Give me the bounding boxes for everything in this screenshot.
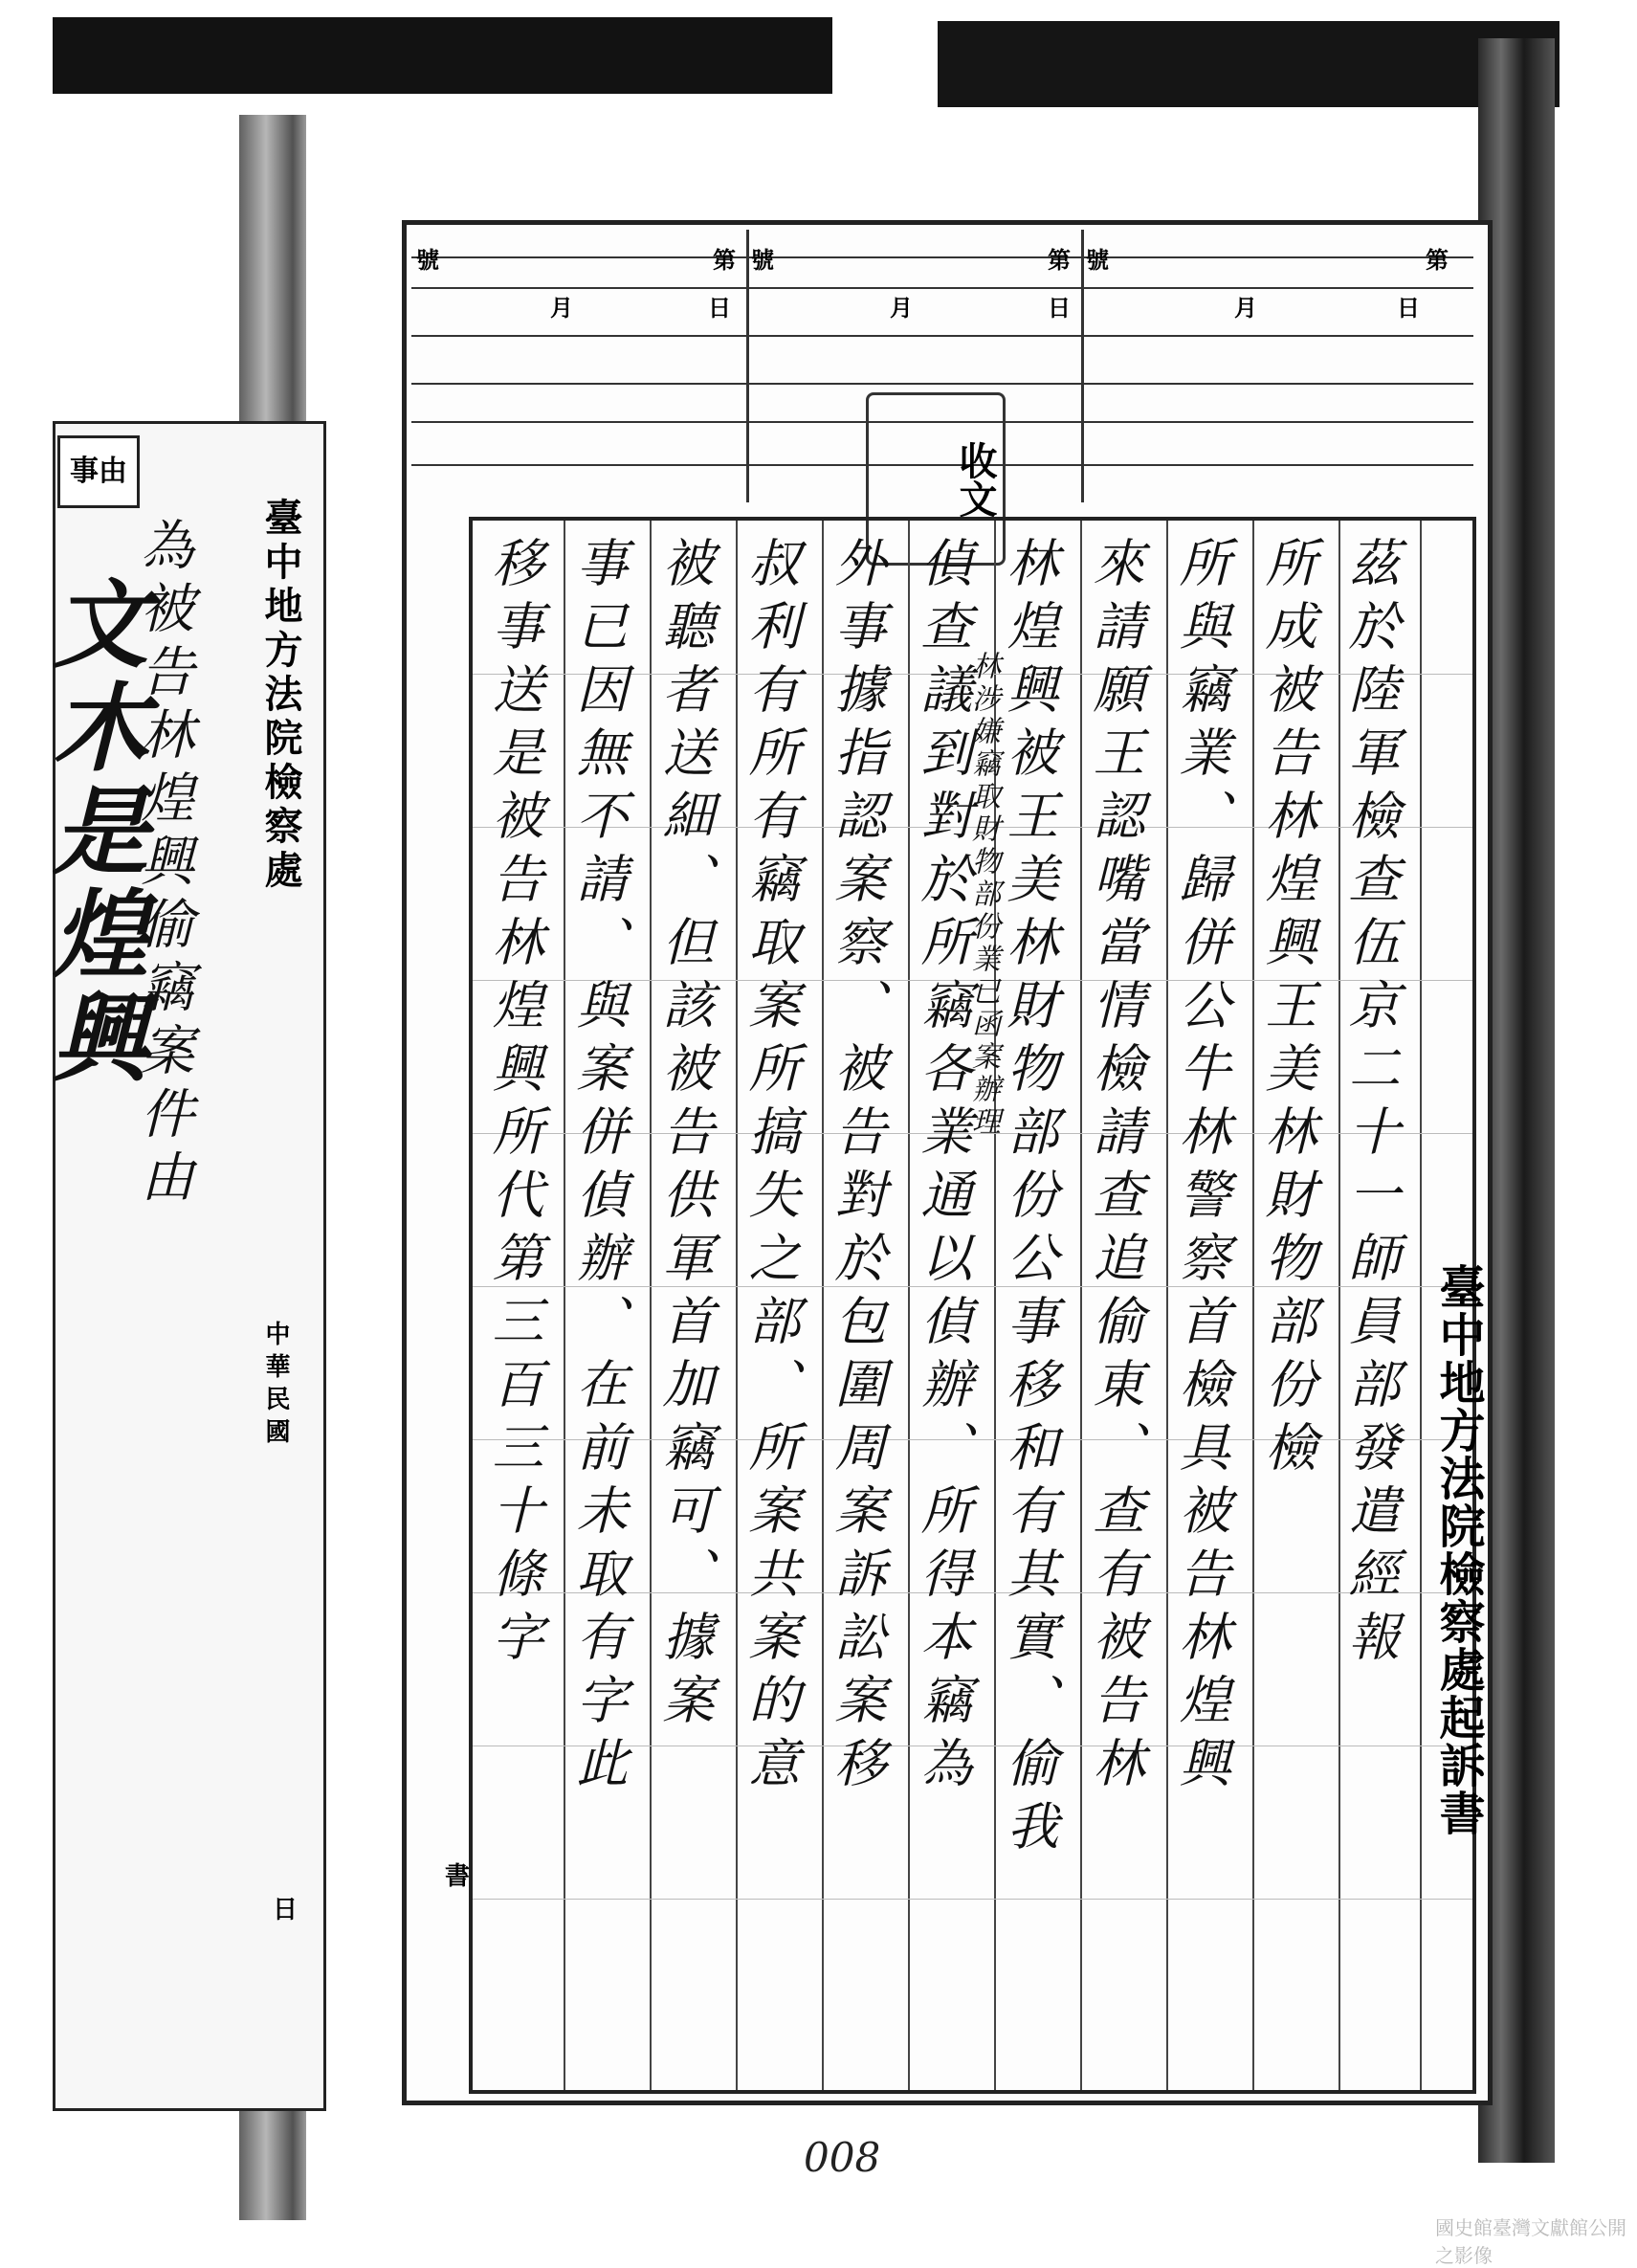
- header-label-2: 第: [713, 246, 736, 274]
- slip-organization: 臺中地方法院檢察處: [258, 498, 303, 894]
- body-line-10: 事已因無不請、與案併偵辦、在前未取有字此: [568, 536, 629, 1799]
- month-label-2: 月: [890, 294, 913, 322]
- page-number: 008: [804, 2134, 881, 2181]
- month-label-1: 月: [550, 294, 573, 322]
- received-stamp: 收文: [866, 392, 1006, 566]
- body-line-7: 外事據指認案察、被告對於包圍周案訴訟案移: [827, 536, 887, 1799]
- day-label-3: 日: [1397, 294, 1420, 322]
- body-line-3: 所與竊業、歸併公牛林警察首檢具被告林煌興: [1171, 536, 1231, 1799]
- slip-date-prefix: 中華民國: [261, 1321, 290, 1451]
- day-label-1: 日: [708, 294, 731, 322]
- header-label-1: 號: [416, 246, 439, 274]
- body-line-11: 移事送是被告林煌興所代第三百三十條字: [484, 536, 544, 1673]
- header-label-3: 號: [751, 246, 774, 274]
- day-label-2: 日: [1048, 294, 1071, 322]
- scan-edge-top-right: [938, 21, 1560, 107]
- header-label-4: 第: [1048, 246, 1071, 274]
- interlinear-annotation: 林涉嫌竊取財物部份業已函案辦理: [966, 651, 1000, 1139]
- slip-cause-text: 為被告林煌興偷竊案件由: [132, 517, 194, 1212]
- header-label-6: 第: [1426, 246, 1449, 274]
- body-line-5: 林煌興被王美林財物部份公事移和有其實、偷我: [999, 536, 1059, 1862]
- body-line-2: 所成被告林煌興王美林財物部份檢: [1257, 536, 1317, 1483]
- body-line-4: 來請願王認嘴當情檢請查追偷東、查有被告林: [1085, 536, 1145, 1799]
- body-line-9: 被聽者送細、但該被告供軍首加竊可、據案: [654, 536, 715, 1736]
- archive-watermark: 國史館臺灣文獻館公開之影像: [1435, 2216, 1626, 2267]
- form-title: 臺中地方法院檢察處起訴書: [1431, 1263, 1485, 1837]
- body-line-6: 偵查議到對於所竊各業通以偵辦、所得本竊為: [913, 536, 973, 1799]
- slip-handwritten-large: 文木是煌興: [36, 574, 149, 1091]
- slip-day-label: 日: [273, 1896, 299, 1924]
- month-label-3: 月: [1234, 294, 1257, 322]
- body-line-1: 茲於陸軍檢查伍京二十一師員部發遣經報: [1340, 536, 1401, 1673]
- slip-header: 事由: [70, 455, 127, 488]
- body-line-8: 叔利有所有竊取案所搞失之部、所案共案的意: [741, 536, 801, 1799]
- slip-header-box: [57, 435, 140, 508]
- scan-edge-top-left: [53, 17, 832, 94]
- form-side-label: 書: [445, 1862, 471, 1891]
- header-label-5: 號: [1086, 246, 1109, 274]
